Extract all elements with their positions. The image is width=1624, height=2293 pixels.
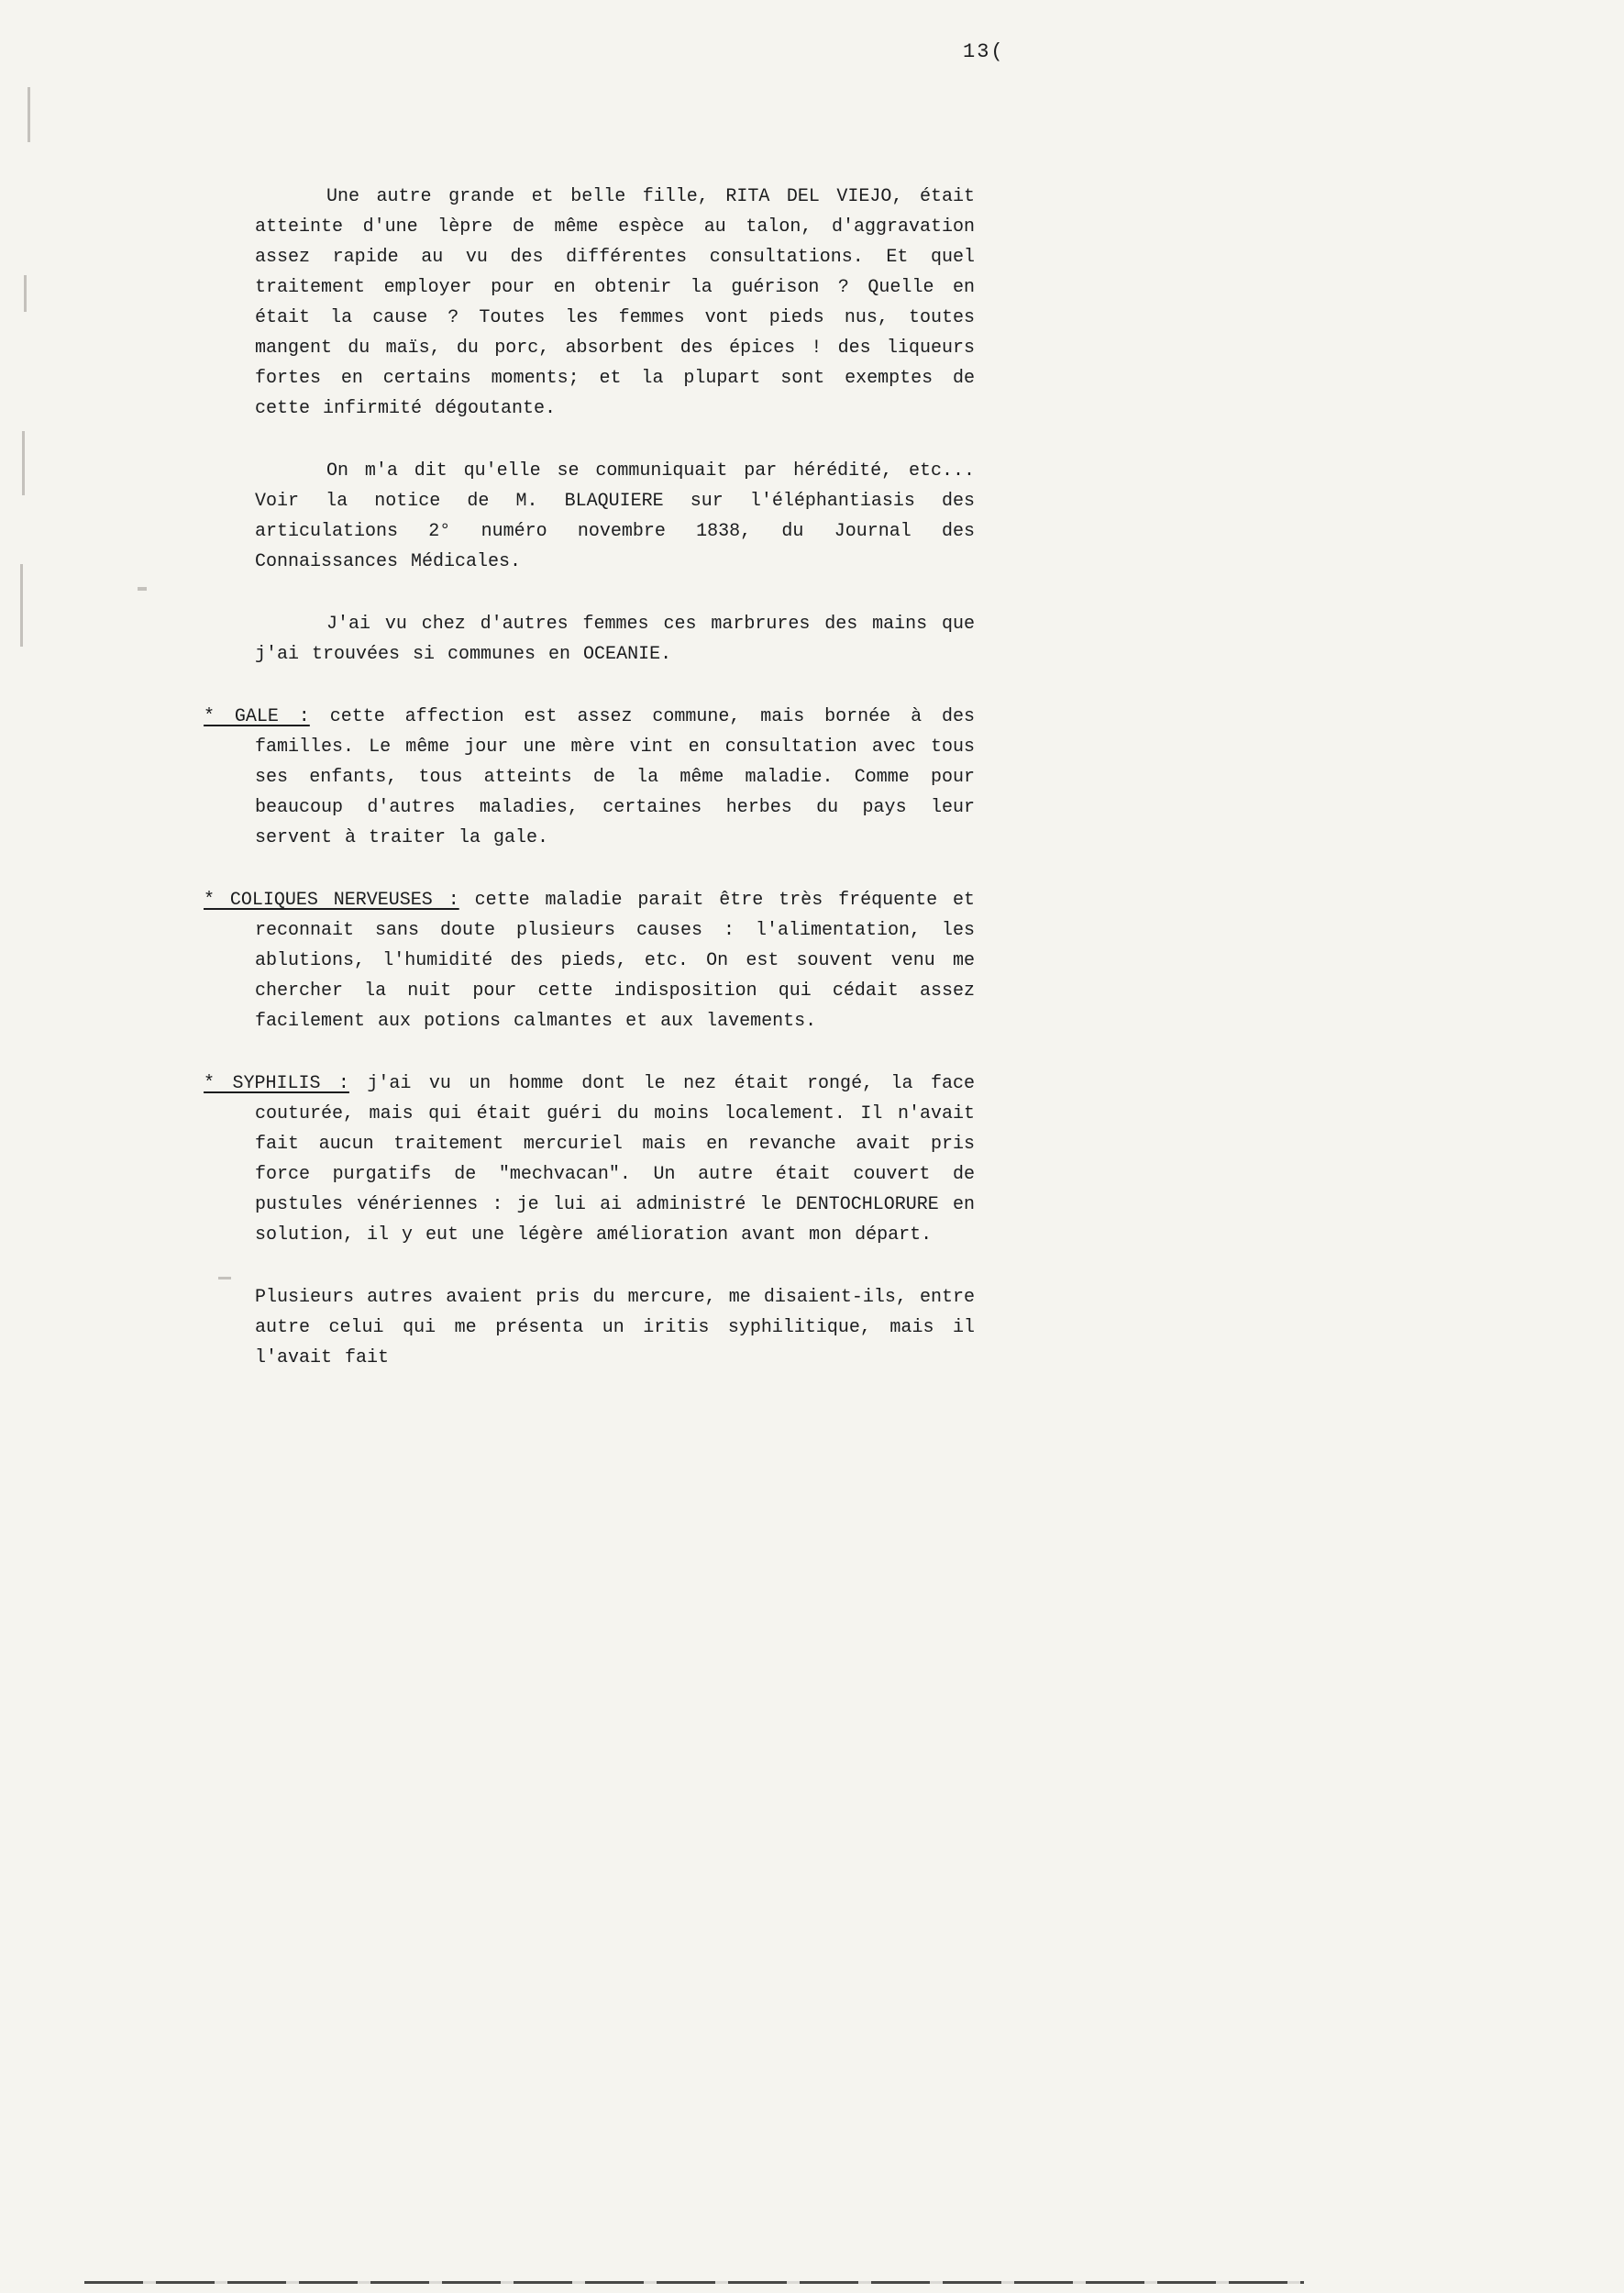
paragraph-heredite bbox=[255, 456, 975, 577]
scan-speck bbox=[138, 587, 147, 591]
scan-speck bbox=[218, 1277, 231, 1279]
paragraph-text: cette affection est assez commune, mais bornée à des familles. Le même jour une mère vint en consultation avec tous ses enfants, tous atteints de la même maladie. Comme pour beaucoup d'autres maladies, certaines herbes du pays leur servent à traiter la gale. bbox=[255, 706, 975, 848]
scan-speck bbox=[22, 431, 25, 495]
entry-heading-gale: * GALE : bbox=[204, 706, 310, 727]
document-body bbox=[204, 182, 975, 1405]
scan-speck bbox=[20, 564, 23, 647]
paragraph-text: J'ai vu chez d'autres femmes ces marbrures des mains que j'ai trouvées si communes en OCEANIE. bbox=[255, 614, 975, 665]
entry-heading-syphilis: * SYPHILIS : bbox=[204, 1073, 349, 1094]
paragraph-mercure bbox=[255, 1282, 975, 1373]
paragraph-rita-del-viejo bbox=[255, 182, 975, 424]
paragraph-text: Plusieurs autres avaient pris du mercure, me disaient-ils, entre autre celui qui me présenta un iritis syphilitique, mais il l'avait fait bbox=[255, 1287, 975, 1368]
entry-syphilis bbox=[204, 1069, 975, 1250]
paragraph-text: Une autre grande et belle fille, RITA DEL VIEJO, était atteinte d'une lèpre de même espèce au talon, d'aggravation assez rapide au vu des différentes consultations. Et quel traitement employer pour en obtenir la guérison ? Quelle en était la cause ? Toutes les femmes vont pieds nus, toutes mangent du maïs, du porc, absorbent des épices ! des liqueurs fortes en certains moments; et la plupart sont exemptes de cette infirmité dégoutante. bbox=[255, 186, 975, 419]
paragraph-text: cette maladie parait être très fréquente et reconnait sans doute plusieurs causes : l'alimentation, les ablutions, l'humidité des pieds, etc. On est souvent venu me chercher la nuit pour cette indisposition qui cédait assez facilement aux potions calmantes et aux lavements. bbox=[255, 890, 975, 1032]
paragraph-text: On m'a dit qu'elle se communiquait par hérédité, etc... Voir la notice de M. BLAQUIERE sur l'éléphantiasis des articulations 2° numéro novembre 1838, du Journal des Connaissances Médicales. bbox=[255, 460, 975, 572]
scan-edge-line bbox=[84, 2281, 1304, 2284]
paragraph-marbrures bbox=[255, 609, 975, 670]
paragraph-text: j'ai vu un homme dont le nez était rongé, la face couturée, mais qui était guéri du moins localement. Il n'avait fait aucun traitement mercuriel mais en revanche avait pris force purgatifs de "mechvacan". Un autre était couvert de pustules vénériennes : je lui ai administré le DENTOCHLORURE en solution, il y eut une légère amélioration avant mon départ. bbox=[255, 1073, 975, 1246]
entry-gale bbox=[204, 702, 975, 853]
entry-heading-coliques-nerveuses: * COLIQUES NERVEUSES : bbox=[204, 890, 459, 911]
scan-speck bbox=[28, 87, 30, 142]
page-number: 13( bbox=[963, 40, 1005, 63]
scan-speck bbox=[24, 275, 27, 312]
entry-coliques-nerveuses bbox=[204, 885, 975, 1036]
